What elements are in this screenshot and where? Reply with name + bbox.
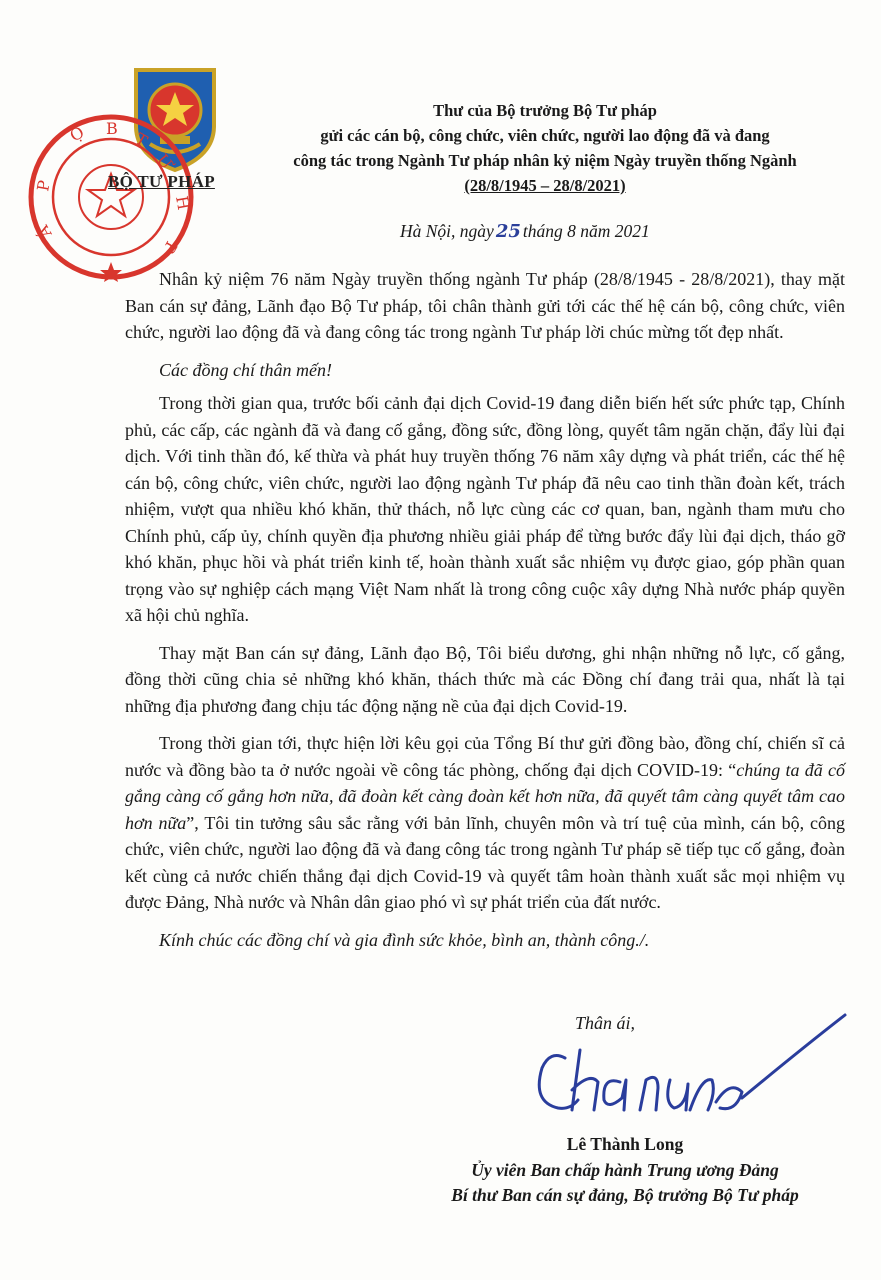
date-prefix: Hà Nội, ngày xyxy=(400,221,494,241)
place-date-line xyxy=(400,221,650,242)
seal-letter: Á xyxy=(33,221,56,242)
signer-position-1: Ủy viên Ban chấp hành Trung ương Đảng xyxy=(471,1159,779,1180)
seal-letter: H xyxy=(172,194,194,212)
heading-dates: (28/8/1945 – 28/8/2021) xyxy=(464,176,626,195)
seal-letter: P xyxy=(159,238,181,257)
paragraph-2: Trong thời gian qua, trước bối cảnh đại dịch Covid-19 đang diễn biến hết sức phức tạp, Chính phủ, các cấp, các ngành đã và đang cố gắng, đồng sức, đồng lòng, quyết tâm ngăn chặn, đẩy lùi đại dịch. Với tinh thần đó, kế thừa và phát huy truyền thống 76 năm xây dựng và phát triển, các thế hệ cán bộ, công chức, viên chức, người lao động ngành Tư pháp đã nêu cao tinh thần đoàn kết, trách nhiệm, vượt qua nhiều khó khăn, thử thách, nỗ lực cùng các cơ quan, ban, ngành tham mưu cho Chính phủ, cấp ủy, chính quyền địa phương nhiều giải pháp để từng bước đẩy lùi đại dịch, tháo gỡ khó khăn, phục hồi và phát triển kinh tế, hoàn thành xuất sắc nhiệm vụ được giao, góp phần quan trọng vào sự nghiệp cách mạng Việt Nam nhất là trong công cuộc xây dựng Nhà nước pháp quyền xã hội chủ nghĩa. xyxy=(125,393,845,625)
date-suffix: tháng 8 năm 2021 xyxy=(522,221,650,241)
paragraph-3: Thay mặt Ban cán sự đảng, Lãnh đạo Bộ, Tôi biểu dương, ghi nhận những nỗ lực, cố gắng, đồng thời cũng chia sẻ những khó khăn, thách thức mà các Đồng chí đang trải qua, nhất là tại những địa phương đang chịu tác động nặng nề của đại dịch Covid-19. xyxy=(125,642,845,716)
handwritten-signature xyxy=(480,1010,850,1140)
regards: Thân ái, xyxy=(575,1013,636,1033)
paragraph-1: Nhân kỷ niệm 76 năm Ngày truyền thống ngành Tư pháp (28/8/1945 - 28/8/2021), thay mặt Ban cán sự đảng, Lãnh đạo Bộ Tư pháp, tôi chân thành gửi tới các thế hệ cán bộ, công chức, viên chức, người lao động đã và đang công tác trong ngành Tư pháp lời chúc mừng tốt đẹp nhất. xyxy=(125,269,845,342)
closing-wish: Kính chúc các đồng chí và gia đình sức khỏe, bình an, thành công./. xyxy=(159,929,650,950)
signer-block xyxy=(395,1132,855,1209)
heading-line-3: công tác trong Ngành Tư pháp nhân kỷ niệm Ngày truyền thống Ngành xyxy=(293,151,797,170)
agency-name: BỘ TƯ PHÁP xyxy=(108,172,215,191)
date-day-handwritten: 25 xyxy=(495,221,521,242)
signer-position-2: Bí thư Ban cán sự đảng, Bộ trưởng Bộ Tư pháp xyxy=(451,1185,799,1205)
heading-line-1: Thư của Bộ trưởng Bộ Tư pháp xyxy=(433,101,657,120)
greeting: Các đồng chí thân mến! xyxy=(159,359,332,380)
seal-letter: Ộ xyxy=(66,122,88,146)
seal-letter: Ư xyxy=(152,150,177,173)
seal-letter: P xyxy=(33,178,54,193)
seal-letter: B xyxy=(106,119,118,138)
signer-name: Lê Thành Long xyxy=(566,1134,684,1154)
paragraph-4 xyxy=(125,730,845,916)
paragraph-4-start: Trong thời gian tới, thực hiện lời kêu gọi của Tổng Bí thư gửi đồng bào, đồng chí, chiến sĩ cả nước và đồng bào ta ở nước ngoài về công tác phòng, chống đại dịch COVID-19: “ xyxy=(125,733,845,780)
paragraph-4-end: ”, Tôi tin tưởng sâu sắc rằng với bản lĩnh, chuyên môn và trí tuệ của mình, cán bộ, công chức, viên chức, người lao động đã và đang công tác trong ngành Tư pháp sẽ tiếp tục cố gắng, đoàn kết cùng cả nước chiến thắng đại dịch Covid-19 và quyết tâm hoàn thành xuất sắc mọi nhiệm vụ được Đảng, Nhà nước và Nhân dân giao phó vì sự phát triển của đất nước. xyxy=(125,812,845,912)
quote-text: chúng ta đã cố gắng càng cố gắng hơn nữa, đã đoàn kết càng đoàn kết hơn nữa, đã quyết tâm càng quyết tâm cao hơn nữa xyxy=(125,759,846,833)
letter-body xyxy=(125,266,845,964)
official-seal-icon xyxy=(26,112,196,282)
seal-letter: T xyxy=(132,129,151,151)
letter-heading xyxy=(215,98,875,198)
heading-line-2: gửi các cán bộ, công chức, viên chức, người lao động đã và đang xyxy=(320,126,770,145)
